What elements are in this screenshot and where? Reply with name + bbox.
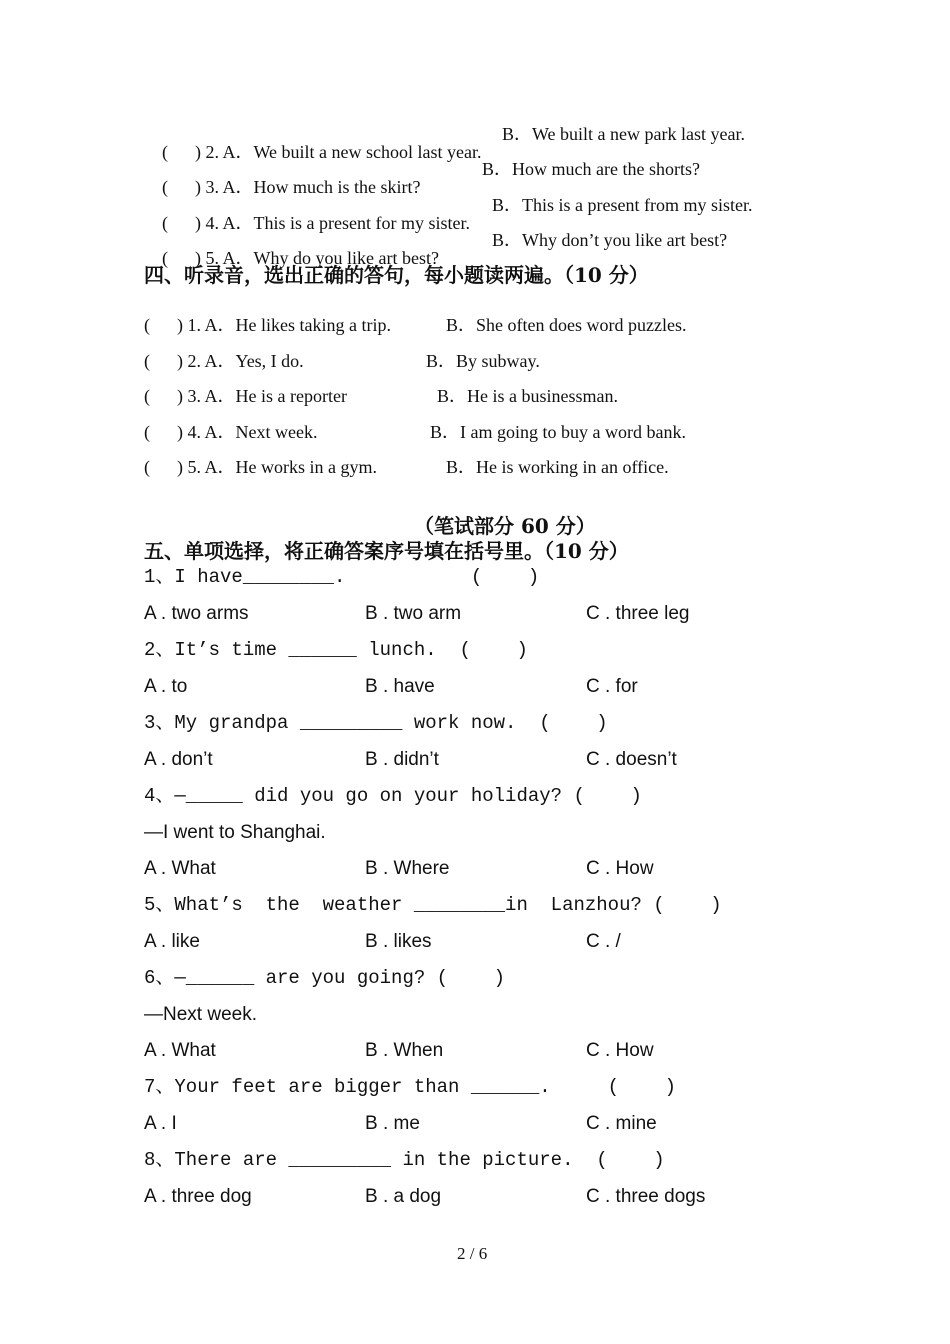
option-c: C . three leg [586,603,690,624]
option-a: A . three dog [144,1186,252,1207]
option-b: B . When [365,1040,444,1061]
option-c: C . three dogs [586,1186,706,1207]
option-c: C . How [586,1040,654,1061]
option-b: B . have [365,676,435,697]
section-4-item-b: B．He is a businessman. [437,386,618,406]
option-a: A . What [144,1040,216,1061]
option-c: C . for [586,676,638,697]
item-option-b: B．Why don’t you like art best? [492,230,728,250]
section-4-title: 四、听录音，选出正确的答句，每小题读两遍。（10 分） [144,263,649,287]
question-6-answer-line: —Next week. [144,1004,257,1025]
option-c: C . mine [586,1113,657,1134]
section-4-item-a: ( ) 4. A．Next week. [144,422,318,442]
section-4-item-b: B．She often does word puzzles. [446,315,687,335]
item-option-a: ( ) 3. A．How much is the skirt? [162,177,421,197]
question-5: 5、What’s the weather ________in Lanzhou? ( ) [144,894,722,916]
section-4-item-b: B．By subway. [426,351,540,371]
item-option-a: ( ) 2. A．We built a new school last year. [162,142,482,162]
item-option-a: ( ) 5. A．Why do you like art best? [162,248,439,268]
option-a: A . don’t [144,749,213,770]
section-4-item-a: ( ) 2. A．Yes, I do. [144,351,304,371]
item-option-b: B．How much are the shorts? [482,159,700,179]
section-5-title: 五、单项选择，将正确答案序号填在括号里。（10 分） [144,539,629,563]
section-4-item-b: B．I am going to buy a word bank. [430,422,686,442]
option-b: B . Where [365,858,450,879]
option-c: C . How [586,858,654,879]
option-b: B . a dog [365,1186,442,1207]
option-b: B . two arm [365,603,462,624]
question-6: 6、—______ are you going? ( ) [144,967,506,989]
written-part-title: （笔试部分 60 分） [414,514,596,538]
question-1: 1、I have________. ( ) [144,566,540,588]
question-3: 3、My grandpa _________ work now. ( ) [144,712,608,734]
option-a: A . to [144,676,188,697]
page-number: 2 / 6 [457,1244,488,1263]
section-4-item-a: ( ) 5. A．He works in a gym. [144,457,377,477]
option-a: A . two arms [144,603,249,624]
option-a: A . What [144,858,216,879]
option-c: C . doesn’t [586,749,677,770]
option-b: B . likes [365,931,432,952]
section-4-item-a: ( ) 1. A．He likes taking a trip. [144,315,391,335]
question-4: 4、—_____ did you go on your holiday? ( ) [144,785,642,807]
option-b: B . didn’t [365,749,439,770]
item-option-b: B．This is a present from my sister. [492,195,753,215]
section-4-item-a: ( ) 3. A．He is a reporter [144,386,347,406]
option-c: C . / [586,931,621,952]
question-4-answer-line: —I went to Shanghai. [144,822,326,843]
question-2: 2、It’s time ______ lunch. ( ) [144,639,528,661]
option-b: B . me [365,1113,420,1134]
option-a: A . like [144,931,200,952]
item-option-a: ( ) 4. A．This is a present for my sister. [162,213,470,233]
item-option-b: B．We built a new park last year. [502,124,745,144]
question-8: 8、There are _________ in the picture. ( ) [144,1149,665,1171]
section-4-item-b: B．He is working in an office. [446,457,669,477]
question-7: 7、Your feet are bigger than ______. ( ) [144,1076,677,1098]
option-a: A . I [144,1113,177,1134]
